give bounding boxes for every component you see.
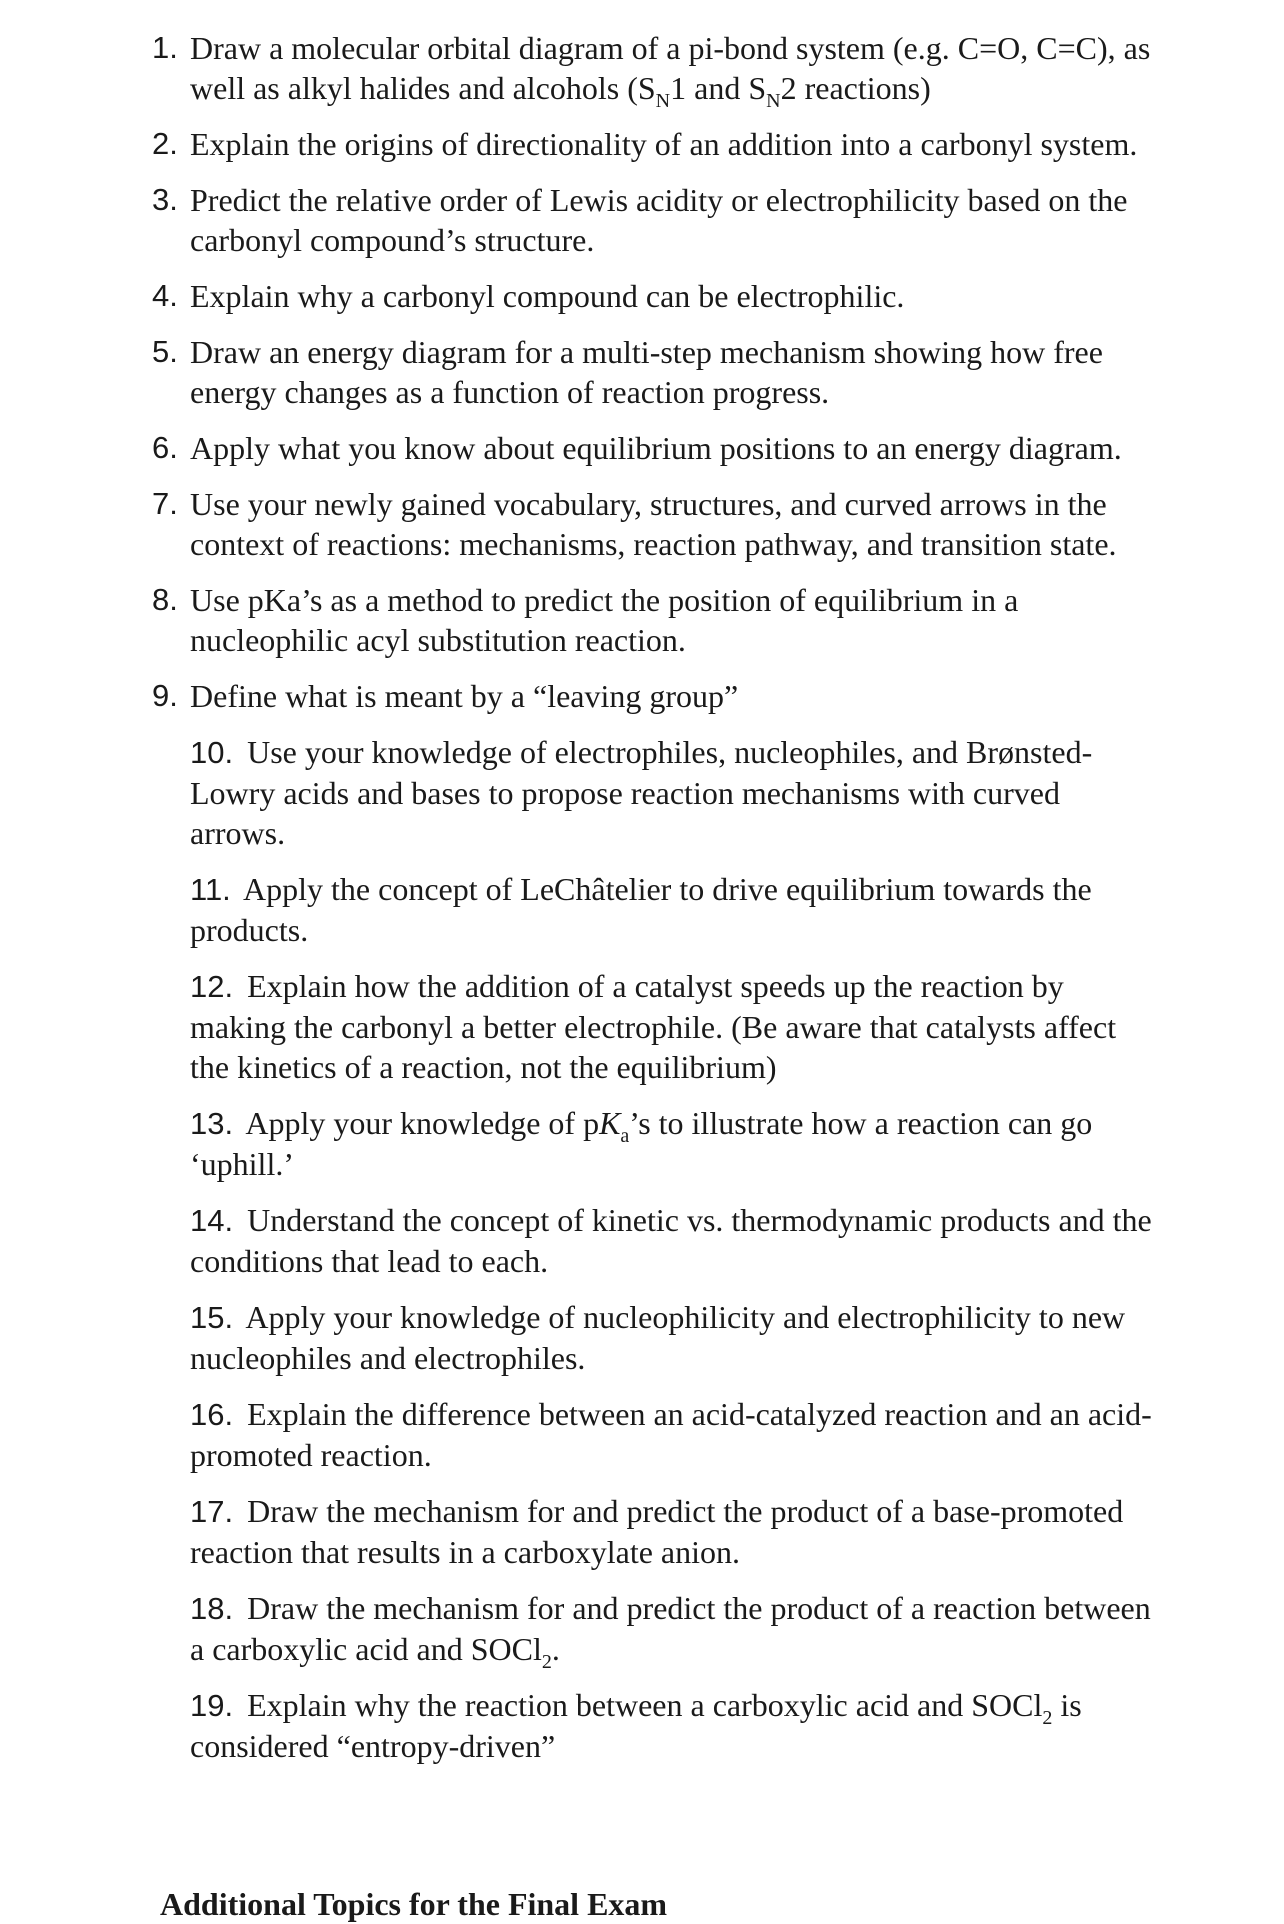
item-number: 14. bbox=[190, 1203, 234, 1238]
list-item bbox=[152, 869, 1152, 950]
list-item bbox=[152, 580, 1152, 660]
item-text: Apply what you know about equilibrium positions to an energy diagram. bbox=[190, 430, 1122, 466]
list-item bbox=[152, 1103, 1152, 1184]
item-text: Draw a molecular orbital diagram of a pi-bond system (e.g. C=O, C=C), as well as alkyl halides and alcohols ($S_N1$ and $S_N2$ reactions) bbox=[190, 30, 1151, 112]
item-number: 4. bbox=[152, 278, 178, 313]
list-item bbox=[152, 484, 1152, 564]
learning-objectives-list bbox=[152, 28, 1152, 1782]
item-number: 11. bbox=[190, 872, 231, 907]
list-item bbox=[152, 1588, 1152, 1673]
item-text: Explain the difference between an acid-catalyzed reaction and an acid-promoted reaction. bbox=[190, 1396, 1152, 1473]
item-number: 19. bbox=[190, 1688, 234, 1723]
list-item bbox=[152, 676, 1152, 716]
item-text: Understand the concept of kinetic vs. thermodynamic products and the conditions that lead to each. bbox=[190, 1202, 1152, 1279]
item-number: 5. bbox=[152, 334, 178, 369]
list-item bbox=[152, 428, 1152, 468]
item-number: 17. bbox=[190, 1494, 234, 1529]
item-text: Explain the origins of directionality of an addition into a carbonyl system. bbox=[190, 126, 1138, 162]
list-item bbox=[152, 732, 1152, 853]
list-item bbox=[152, 1200, 1152, 1281]
list-item bbox=[152, 332, 1152, 412]
item-number: 16. bbox=[190, 1397, 234, 1432]
item-text: Draw the mechanism for and predict the product of a base-promoted reaction that results in a carboxylate anion. bbox=[190, 1493, 1124, 1570]
item-text: Predict the relative order of Lewis acidity or electrophilicity based on the carbonyl compound’s structure. bbox=[190, 182, 1128, 258]
item-number: 3. bbox=[152, 182, 178, 217]
list-item bbox=[152, 28, 1152, 112]
list-item bbox=[152, 276, 1152, 316]
item-text: Apply the concept of LeChâtelier to drive equilibrium towards the products. bbox=[190, 871, 1092, 948]
item-text: Apply your knowledge of $pK_a’s$ to illustrate how a reaction can go ‘uphill.’ bbox=[190, 1105, 1093, 1182]
item-text: Draw the mechanism for and predict the product of a reaction between a carboxylic acid and SOCl$_2$. bbox=[190, 1590, 1151, 1673]
item-number: 12. bbox=[190, 969, 234, 1004]
list-item bbox=[152, 966, 1152, 1087]
item-text: Apply your knowledge of nucleophilicity and electrophilicity to new nucleophiles and electrophiles. bbox=[190, 1299, 1126, 1376]
list-item bbox=[152, 124, 1152, 164]
list-item bbox=[152, 1685, 1152, 1766]
list-item bbox=[152, 1394, 1152, 1475]
item-text: Use pKa’s as a method to predict the position of equilibrium in a nucleophilic acyl substitution reaction. bbox=[190, 582, 1019, 658]
item-text: Explain how the addition of a catalyst speeds up the reaction by making the carbonyl a better electrophile. (Be aware that catalysts affect the kinetics of a reaction, not the equilibrium) bbox=[190, 968, 1117, 1085]
section-heading: Additional Topics for the Final Exam bbox=[160, 1886, 668, 1922]
item-text: Explain why a carbonyl compound can be electrophilic. bbox=[190, 278, 905, 314]
list-item bbox=[152, 1491, 1152, 1572]
item-text: Use your knowledge of electrophiles, nucleophiles, and Brønsted-Lowry acids and bases to propose reaction mechanisms with curved arrows. bbox=[190, 734, 1093, 851]
item-number: 10. bbox=[190, 735, 234, 770]
item-text: Draw an energy diagram for a multi-step mechanism showing how free energy changes as a function of reaction progress. bbox=[190, 334, 1103, 410]
item-text: Explain why the reaction between a carboxylic acid and SOCl$_2$ is considered “entropy-driven” bbox=[190, 1687, 1082, 1764]
item-number: 9. bbox=[152, 678, 178, 713]
item-number: 1. bbox=[152, 30, 178, 65]
item-text: Use your newly gained vocabulary, structures, and curved arrows in the context of reactions: mechanisms, reaction pathway, and transition state. bbox=[190, 486, 1117, 562]
item-text: Define what is meant by a “leaving group” bbox=[190, 678, 739, 714]
item-number: 15. bbox=[190, 1300, 234, 1335]
item-number: 6. bbox=[152, 430, 178, 465]
item-number: 13. bbox=[190, 1106, 234, 1141]
list-item bbox=[152, 180, 1152, 260]
item-number: 18. bbox=[190, 1591, 234, 1626]
item-number: 2. bbox=[152, 126, 178, 161]
item-number: 8. bbox=[152, 582, 178, 617]
item-number: 7. bbox=[152, 486, 178, 521]
list-item bbox=[152, 1297, 1152, 1378]
